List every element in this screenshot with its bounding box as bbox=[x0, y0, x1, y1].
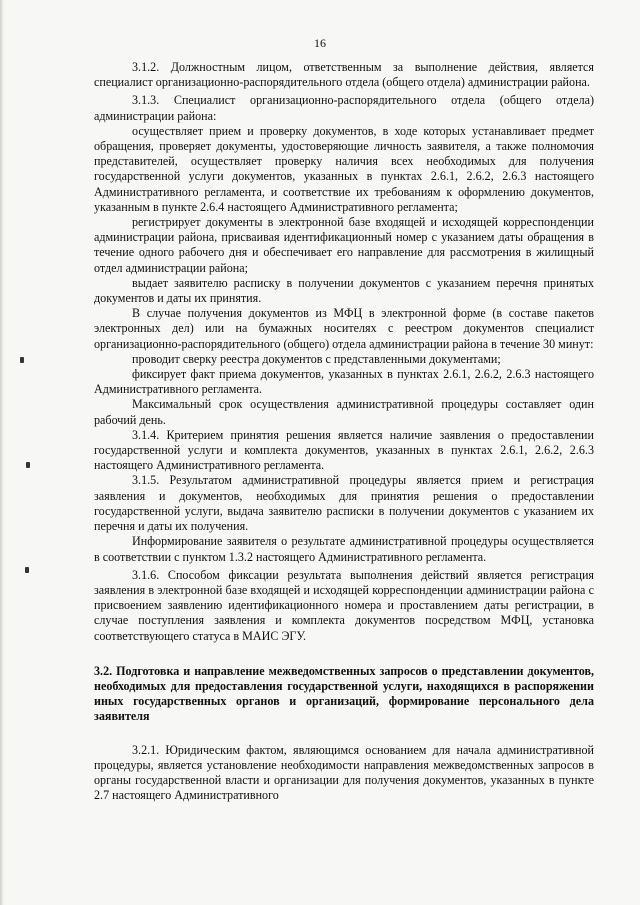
paragraph-3-1-6: 3.1.6. Способом фиксации результата выполнения действий является регистрация заявления в электронной базе входящей и исходящей корреспонденции администрации района с присвоением заявлению идентификационного номера и проставлением даты регистрации, в случае поступления заявления и комплекта документов посредством МФЦ, установка соответствующего статуса в МАИС ЭГУ. bbox=[94, 567, 594, 643]
scan-speck bbox=[26, 462, 30, 468]
scan-speck bbox=[25, 567, 29, 573]
scan-speck bbox=[20, 357, 24, 363]
paragraph-reconcile: проводит сверку реестра документов с представленными документами; bbox=[132, 351, 501, 366]
paragraph-check-docs: осуществляет прием и проверку документов, в ходе которых устанавливает предмет обращения, проверяет документы, удостоверяющие личность заявителя, а также полномочия представителей, осуществляет проверку наличия всех необходимых для получения государственной услуги документов, указанных в пунктах 2.6.1, 2.6.2, 2.6.3 настоящего Административного регламента, и соответствие их требованиям к оформлению документов, указанным в пункте 2.6.4 настоящего Административного регламента; bbox=[94, 123, 594, 214]
paragraph-3-2-1: 3.2.1. Юридическим фактом, являющимся основанием для начала административной процедуры, является установление необходимости направления межведомственных запросов в органы государственной власти и организации для получения документов, указанных в пункте 2.7 настоящего Административного bbox=[94, 742, 594, 803]
paragraph-informing: Информирование заявителя о результате административной процедуры осуществляется в соответствии с пунктом 1.3.2 настоящего Административного регламента. bbox=[94, 534, 594, 564]
paragraph-mfc: В случае получения документов из МФЦ в электронной форме (в составе пакетов электронных дел) или на бумажных носителях с реестром документов специалист организационно-распорядительного (общего) отдела администрации района в течение 30 минут: bbox=[94, 306, 594, 351]
document-body bbox=[94, 60, 594, 803]
paragraph-fix-receipt: фиксирует факт приема документов, указанных в пунктах 2.6.1, 2.6.2, 2.6.3 настоящего Административного регламента. bbox=[94, 367, 594, 397]
paragraph-3-1-2: 3.1.2. Должностным лицом, ответственным за выполнение действия, является специалист организационно-распорядительного отдела (общего отдела) администрации района. bbox=[94, 60, 594, 90]
section-heading-3-2: 3.2. Подготовка и направление межведомственных запросов о представлении документов, необходимых для предоставления государственной услуги, находящихся в распоряжении иных государственных органов и организаций, формирование персонального дела заявителя bbox=[94, 663, 594, 724]
paragraph-register-docs: регистрирует документы в электронной базе входящей и исходящей корреспонденции администрации района, присваивая идентификационный номер с указанием даты обращения в течение одного рабочего дня и обеспечивает его направление для рассмотрения в жилищный отдел администрации района; bbox=[94, 215, 594, 275]
paragraph-3-1-4: 3.1.4. Критерием принятия решения является наличие заявления о предоставлении государственной услуги и комплекта документов, указанных в пунктах 2.6.1, 2.6.2, 2.6.3 настоящего Административного регламента. bbox=[94, 427, 594, 473]
paragraph-3-1-5: 3.1.5. Результатом административной процедуры является прием и регистрация заявления и документов, необходимых для принятия решения о предоставлении государственной услуги, выдача заявителю расписки в получении документов с указанием их перечня и даты их получения. bbox=[94, 473, 594, 534]
paragraph-receipt: выдает заявителю расписку в получении документов с указанием перечня принятых документов и даты их принятия. bbox=[94, 275, 594, 306]
page-number: 16 bbox=[314, 36, 326, 50]
paragraph-max-term: Максимальный срок осуществления административной процедуры составляет один рабочий день. bbox=[94, 397, 594, 427]
scan-edge bbox=[0, 0, 4, 905]
paragraph-3-1-3: 3.1.3. Специалист организационно-распорядительного отдела (общего отдела) администрации района: bbox=[94, 93, 594, 123]
